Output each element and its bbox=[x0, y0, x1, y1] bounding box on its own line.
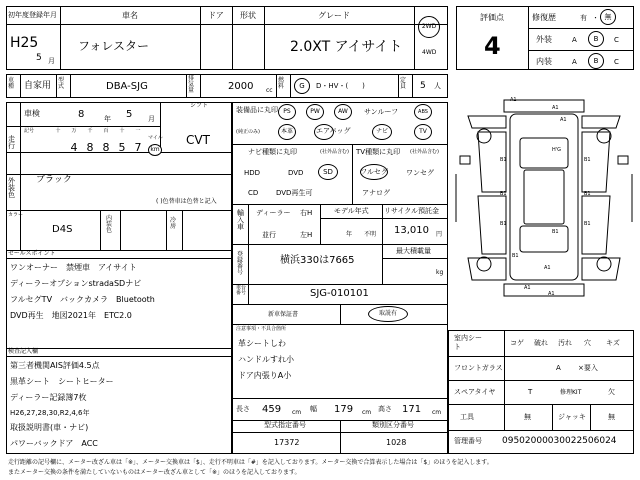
sales-line-1: ワンオーナー 禁煙車 アイサイト bbox=[10, 263, 137, 272]
recycle-unit: 円 bbox=[436, 231, 443, 238]
diagram-tag: B1 bbox=[500, 157, 507, 163]
cap-value: 5 bbox=[420, 81, 426, 91]
glass-replace: ×要入 bbox=[578, 364, 598, 372]
mgmt-label: 管理番号 bbox=[454, 437, 482, 445]
diagram-tag: A1 bbox=[510, 97, 517, 103]
color-code-label: カラー bbox=[8, 212, 24, 218]
aircon-label: 冷房 bbox=[170, 217, 177, 230]
equip-leather: 本革 bbox=[278, 124, 296, 140]
navi-sd: SD bbox=[318, 164, 338, 180]
insp-year-unit: 年 bbox=[104, 115, 111, 123]
use-value: 自家用 bbox=[24, 81, 52, 91]
int-color-label: 内装色 bbox=[106, 215, 113, 234]
sales-line-4: DVD再生 地図2021年 ETC2.0 bbox=[10, 311, 132, 320]
diagram-tag: A1 bbox=[560, 117, 567, 123]
row2 bbox=[6, 74, 448, 98]
navi-cd: CD bbox=[248, 189, 259, 197]
unit-mile: マイル bbox=[148, 135, 163, 141]
diagram-tag: H'G bbox=[552, 147, 562, 153]
interior-item-4: 穴 bbox=[584, 339, 591, 347]
load-label: 最大積載量 bbox=[396, 247, 431, 255]
interior-item-1: コゲ bbox=[510, 339, 524, 347]
recycle-label: リサイクル預託金 bbox=[384, 207, 440, 215]
insp-year: 8 bbox=[78, 109, 85, 120]
cap-label: 定員 bbox=[400, 77, 407, 90]
exterior-note: ( )色替車は色替と記入 bbox=[156, 198, 217, 205]
width-unit: cm bbox=[362, 409, 372, 416]
tv-analog: アナログ bbox=[362, 189, 390, 197]
modelyear-unknown: 不明 bbox=[364, 231, 377, 238]
inspector-line-4: H26,27,28,30,R2,4,6年 bbox=[10, 409, 90, 417]
import-left: 左H bbox=[300, 231, 313, 239]
notes-line-3: ドア内張りA小 bbox=[238, 371, 292, 380]
shape-label: 形状 bbox=[240, 11, 256, 20]
unit-km: km bbox=[148, 144, 162, 156]
import-parallel: 並行 bbox=[262, 231, 276, 239]
class-value: 1028 bbox=[386, 438, 407, 447]
notes-label: 注意事項・不具合箇所 bbox=[236, 326, 287, 332]
mileage-symbol-label: 記号 bbox=[24, 128, 35, 134]
use-label: 車種 bbox=[8, 77, 15, 90]
interior-item-5: キズ bbox=[606, 339, 620, 347]
tv-fullseg: フルセグ bbox=[360, 164, 388, 180]
chassis-label: 車台番号 bbox=[236, 285, 247, 296]
class-label: 類別区分番号 bbox=[372, 421, 414, 429]
len-label: 長さ bbox=[236, 405, 250, 413]
disp-label: 排気量 bbox=[188, 75, 195, 94]
tv-oneseg: ワンセグ bbox=[406, 169, 434, 177]
spare-t: T bbox=[528, 388, 533, 396]
sales-line-3: フルセグTV バックカメラ Bluetooth bbox=[10, 295, 155, 304]
diagram-tag: A1 bbox=[524, 285, 531, 291]
inspector-line-5: 取扱説明書(車・ナビ) bbox=[10, 423, 89, 432]
diagram-tag: B1 bbox=[512, 253, 519, 259]
type-label: 型式指定番号 bbox=[264, 421, 306, 429]
width-value: 179 bbox=[334, 404, 354, 415]
new-car-warranty: 新車保証書 bbox=[268, 311, 299, 318]
reg-month: 5 bbox=[36, 53, 42, 63]
reg-month-unit: 月 bbox=[48, 57, 55, 65]
spare-label: スペアタイヤ bbox=[454, 388, 496, 396]
len-value: 459 bbox=[262, 404, 282, 415]
import-label: 輸入車 bbox=[237, 209, 244, 231]
ext-label: 外装 bbox=[536, 35, 552, 44]
insp-month: 5 bbox=[126, 109, 133, 120]
tools-label: 工具 bbox=[460, 413, 474, 421]
tvtype-sub: (社外品含む) bbox=[410, 149, 439, 155]
shift-value: CVT bbox=[186, 133, 210, 147]
equip-abs: ABS bbox=[414, 104, 432, 120]
mileage-digit-headers: 十 万 千 百 十 一 bbox=[55, 128, 141, 134]
model-label: 型式 bbox=[58, 77, 65, 90]
insp-label: 車検 bbox=[24, 109, 40, 118]
interior-item-2: 破れ bbox=[534, 339, 548, 347]
exterior-color: ブラック bbox=[36, 175, 72, 185]
color-code-value: D4S bbox=[52, 224, 73, 235]
ext-c: C bbox=[614, 36, 619, 44]
equipment-sub: (純正のみ) bbox=[236, 129, 260, 135]
plate-value: 横浜330は7665 bbox=[280, 255, 355, 266]
type-value: 17372 bbox=[274, 438, 300, 447]
spare-missing: 欠 bbox=[608, 388, 615, 396]
grade-label: グレード bbox=[318, 11, 350, 20]
equip-pw: PW bbox=[306, 104, 324, 120]
modelyear-unit: 年 bbox=[346, 231, 353, 238]
footer-line-1: 走行距離の記号欄に、メーター改ざん車は「※」、メーター交換車は「$」、走行不明車は「#」を記入しております。メーター交換で合算表示した場合は「$」のほうを記入します。 bbox=[8, 459, 493, 466]
chassis-value: SJG-010101 bbox=[310, 288, 369, 299]
height-unit: cm bbox=[432, 409, 442, 416]
car-outline-icon bbox=[448, 96, 638, 328]
load-unit: kg bbox=[436, 269, 444, 276]
len-unit: cm bbox=[292, 409, 302, 416]
inspector-line-3: ディーラー記録簿7枚 bbox=[10, 393, 87, 402]
cap-unit: 人 bbox=[434, 82, 441, 90]
inspector-line-1: 第三者機関AIS評価4.5点 bbox=[10, 361, 100, 370]
tvtype-label: TV種類に丸印 bbox=[356, 148, 401, 156]
spare-kit: 修理KIT bbox=[560, 389, 582, 396]
footer-line-2: またメーター交換の条件を満たしていないものはメーター改ざん車として「※」のほうを記入しております。 bbox=[8, 469, 301, 476]
era-year: H25 bbox=[10, 35, 39, 51]
diagram-tag: B1 bbox=[552, 229, 559, 235]
drive-2wd: 2WD bbox=[418, 16, 440, 38]
model-value: DBA-SJG bbox=[106, 81, 148, 92]
navi-hdd: HDD bbox=[244, 169, 261, 177]
inspector-line-6: パワーバックドア ACC bbox=[10, 439, 98, 448]
diagram-tag: B1 bbox=[584, 221, 591, 227]
navi-dvd: DVD bbox=[288, 169, 304, 177]
cond-yes: 有 bbox=[580, 14, 587, 22]
plate-label: 登録番号 bbox=[237, 251, 244, 276]
notes-line-2: ハンドルすれ小 bbox=[238, 355, 294, 364]
navi-label: ナビ種類に丸印 bbox=[248, 148, 297, 156]
int-c: C bbox=[614, 58, 619, 66]
car-name: フォレスター bbox=[78, 39, 150, 53]
int-a: A bbox=[572, 58, 577, 66]
glass-label: フロントガラス bbox=[454, 364, 503, 372]
score-value: 4 bbox=[484, 32, 501, 60]
equipment-label: 装備品に丸印 bbox=[236, 106, 278, 114]
drive-4wd: 4WD bbox=[422, 49, 437, 56]
ext-b: B bbox=[588, 31, 604, 47]
ext-a: A bbox=[572, 36, 577, 44]
tools-value: 無 bbox=[524, 413, 531, 421]
exterior-label: 外装色 bbox=[8, 177, 15, 199]
diagram-tag: B1 bbox=[500, 221, 507, 227]
inspector-label: 検査記入欄 bbox=[8, 348, 39, 355]
int-b: B bbox=[588, 53, 604, 69]
mgmt-number: 09502000030022506024 bbox=[502, 436, 617, 446]
import-dealer: ディーラー bbox=[256, 209, 291, 217]
doors-label: ドア bbox=[208, 11, 224, 20]
shift-label: シフト bbox=[190, 102, 209, 109]
jack-value: 無 bbox=[608, 413, 615, 421]
equip-aw: AW bbox=[334, 104, 352, 120]
manual: 取説有 bbox=[368, 306, 408, 322]
int-label: 内装 bbox=[536, 57, 552, 66]
fuel-g: G bbox=[294, 78, 310, 94]
reg-label: 初年度登録年月 bbox=[8, 11, 57, 19]
cond-no: 無 bbox=[600, 9, 616, 25]
height-value: 171 bbox=[402, 404, 422, 415]
insp-month-unit: 月 bbox=[148, 115, 155, 123]
interior-label: 室内シート bbox=[454, 334, 482, 352]
diagram-tag: B1 bbox=[584, 191, 591, 197]
mileage-label: 走行 bbox=[8, 135, 15, 150]
equip-airbag: エアバッグ bbox=[316, 127, 351, 135]
diagram-tag: A1 bbox=[548, 291, 555, 297]
interior-item-3: 汚れ bbox=[558, 339, 572, 347]
disp-unit: cc bbox=[266, 87, 273, 94]
cond-label: 修復歴 bbox=[532, 13, 556, 22]
header-row bbox=[6, 6, 448, 70]
navi-dvdplay: DVD再生可 bbox=[276, 189, 313, 197]
modelyear-label: モデル年式 bbox=[334, 207, 369, 215]
grade-value: 2.0XT アイサイト bbox=[290, 39, 403, 55]
jack-label: ジャッキ bbox=[558, 413, 586, 421]
equip-tv: TV bbox=[414, 124, 432, 140]
diagram-tag: B1 bbox=[500, 191, 507, 197]
fuel-rest: D・HV・( ) bbox=[316, 82, 365, 90]
equip-navi: ナビ bbox=[372, 124, 392, 140]
navi-sub: (社外品含む) bbox=[320, 149, 349, 155]
sales-point-label: セールスポイント bbox=[8, 250, 56, 257]
disp-value: 2000 bbox=[228, 81, 254, 92]
equip-ps: PS bbox=[278, 104, 296, 120]
recycle-value: 13,010 bbox=[394, 225, 429, 236]
fuel-label: 燃料 bbox=[278, 77, 285, 90]
diagram-tag: B1 bbox=[584, 157, 591, 163]
mileage-digits: 4 8 8 5 7 bbox=[70, 141, 142, 154]
sales-line-2: ディーラーオプションstradaSDナビ bbox=[10, 279, 142, 288]
diagram-tag: A1 bbox=[552, 105, 559, 111]
width-label: 幅 bbox=[310, 405, 317, 413]
notes-line-1: 革シートしわ bbox=[238, 339, 286, 348]
inspector-line-2: 黒革シート シートヒーター bbox=[10, 377, 114, 386]
score-label: 評価点 bbox=[480, 13, 504, 22]
car-damage-diagram bbox=[448, 96, 638, 328]
diagram-tag: A1 bbox=[544, 265, 551, 271]
height-label: 高さ bbox=[378, 405, 392, 413]
glass-a: A bbox=[556, 364, 561, 372]
equip-sunroof: サンルーフ bbox=[364, 108, 399, 116]
import-right: 右H bbox=[300, 209, 313, 217]
name-label: 車名 bbox=[122, 11, 138, 20]
